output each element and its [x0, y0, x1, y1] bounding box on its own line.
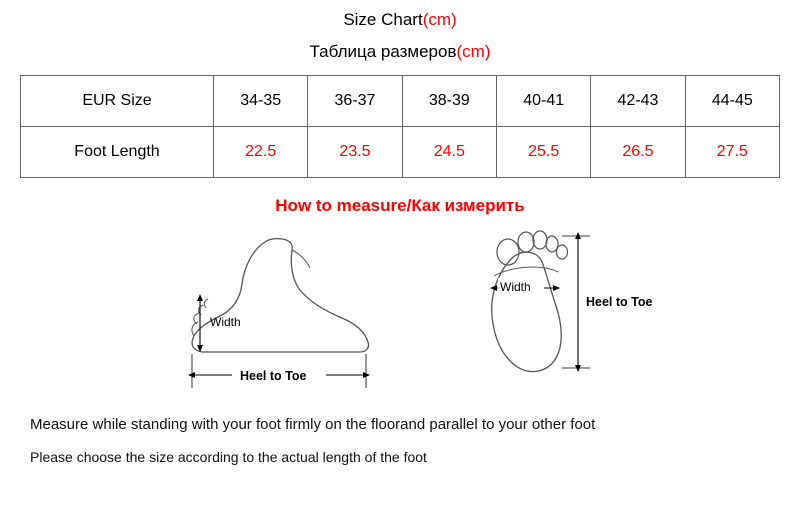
foot-sole-view-illustration: [450, 220, 670, 400]
foot-length-cell-3: 24.5: [402, 127, 496, 178]
side-view-width-label: Width: [210, 315, 241, 329]
measure-note: Measure while standing with your foot firmly on the floorand parallel to your other foot: [30, 416, 596, 433]
title-english: [0, 11, 800, 28]
eur-size-cell-3: 38-39: [402, 76, 496, 127]
title-russian: [0, 43, 800, 60]
foot-side-view-figure: [170, 220, 400, 405]
foot-length-cell-6: 27.5: [685, 127, 779, 178]
eur-size-cell-6: 44-45: [685, 76, 779, 127]
eur-size-cell-4: 40-41: [496, 76, 590, 127]
size-table: [20, 75, 780, 178]
sole-view-heel-to-toe-label: Heel to Toe: [586, 295, 653, 309]
row-label-eur-size: EUR Size: [21, 76, 214, 127]
table-row-foot-length: [21, 127, 780, 178]
title-english-unit: (cm): [422, 10, 457, 29]
title-russian-text: Таблица размеров: [309, 42, 457, 61]
eur-size-cell-5: 42-43: [591, 76, 685, 127]
foot-length-cell-4: 25.5: [496, 127, 590, 178]
foot-length-cell-1: 22.5: [214, 127, 308, 178]
eur-size-cell-1: 34-35: [214, 76, 308, 127]
row-label-foot-length: Foot Length: [21, 127, 214, 178]
choose-size-note: Please choose the size according to the actual length of the foot: [30, 449, 427, 465]
figures-area: [0, 220, 800, 410]
size-chart-page: [0, 11, 800, 511]
foot-sole-view-figure: [450, 220, 670, 405]
title-english-text: Size Chart: [343, 10, 423, 29]
side-view-heel-to-toe-label: Heel to Toe: [240, 369, 307, 383]
title-russian-unit: (cm): [456, 42, 491, 61]
eur-size-cell-2: 36-37: [308, 76, 402, 127]
foot-length-cell-2: 23.5: [308, 127, 402, 178]
sole-view-width-label: Width: [500, 280, 531, 294]
foot-length-cell-5: 26.5: [591, 127, 685, 178]
how-to-measure-heading: How to measure/Как измерить: [275, 196, 525, 215]
foot-side-view-illustration: [170, 220, 400, 400]
table-row-eur-size: [21, 76, 780, 127]
